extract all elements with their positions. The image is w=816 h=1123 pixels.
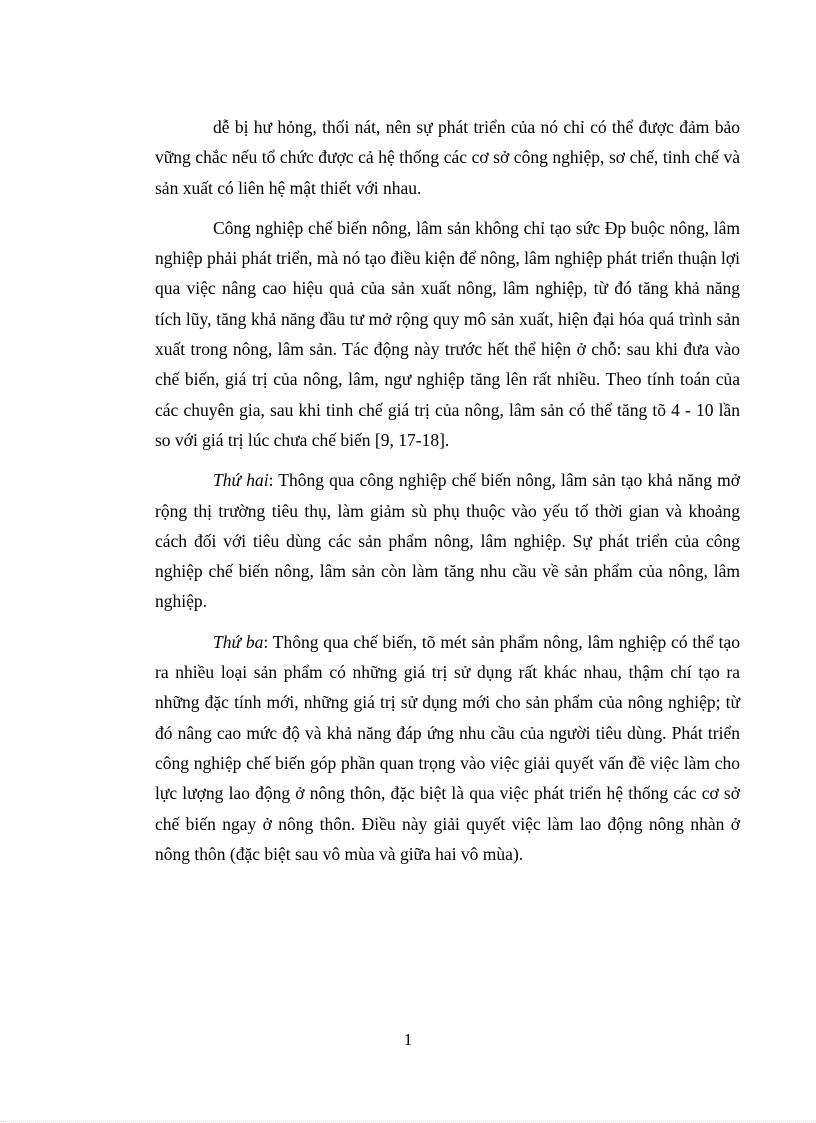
paragraph-1 [155, 112, 740, 203]
paragraph-3-lead: Thứ hai [213, 470, 269, 491]
paragraph-1-text: dễ bị hư hỏng, thối nát, nên sự phát triển của nó chỉ có thể được đảm bảo vững chắc nếu tổ chức được cả hệ thống các cơ sở công nghiệp, sơ chế, tinh chế và sản xuất có liên hệ mật thiết với nhau. [155, 117, 740, 198]
paragraph-4 [155, 627, 740, 869]
paragraph-4-text: : Thông qua chế biến, tõ mét sản phẩm nông, lâm nghiệp có thể tạo ra nhiều loại sản phẩm có những giá trị sử dụng rất khác nhau, thậm chí tạo ra những đặc tính mới, những giá trị sử dụng mới cho sản phẩm của nông nghiệp; từ đó nâng cao mức độ và khả năng đáp ứng nhu cầu của người tiêu dùng. Phát triển công nghiệp chế biến góp phần quan trọng vào việc giải quyết vấn đề việc làm cho lực lượng lao động ở nông thôn, đặc biệt là qua việc phát triển hệ thống các cơ sở chế biến ngay ở nông thôn. Điều này giải quyết việc làm lao động nông nhàn ở nông thôn (đặc biệt sau vô mùa và giữa hai vô mùa). [155, 631, 741, 864]
paragraph-3 [155, 465, 740, 616]
paragraph-4-lead: Thứ ba [213, 631, 264, 652]
paragraph-2 [155, 213, 740, 455]
page-bottom-divider [0, 1121, 816, 1122]
body-text [155, 112, 740, 869]
paragraph-2-text: Công nghiệp chế biến nông, lâm sản không chỉ tạo sức Đp buộc nông, lâm nghiệp phải phát triển, mà nó tạo điều kiện để nông, lâm nghiệp phát triển thuận lợi qua việc nâng cao hiệu quả của sản xuất nông, lâm nghiệp, từ đó tăng khả năng tích lũy, tăng khả năng đầu tư mở rộng quy mô sản xuất, hiện đại hóa quá trình sản xuất trong nông, lâm sản. Tác động này trước hết thể hiện ở chỗ: sau khi đưa vào chế biến, giá trị của nông, lâm, ngư nghiệp tăng lên rất nhiều. Theo tính toán của các chuyên gia, sau khi tinh chế giá trị của nông, lâm sản có thể tăng tõ 4 - 10 lần so với giá trị lúc chưa chế biến [9, 17-18]. [155, 217, 740, 450]
page-number: 1 [403, 1030, 413, 1049]
paragraph-3-text: : Thông qua công nghiệp chế biến nông, lâm sản tạo khả năng mở rộng thị trường tiêu thụ, làm giảm sù phụ thuộc vào yếu tố thời gian và khoảng cách đối với tiêu dùng các sản phẩm nông, lâm nghiệp. Sự phát triển của công nghiệp chế biến nông, lâm sản còn làm tăng nhu cầu về sản phẩm của nông, lâm nghiệp. [155, 470, 740, 612]
